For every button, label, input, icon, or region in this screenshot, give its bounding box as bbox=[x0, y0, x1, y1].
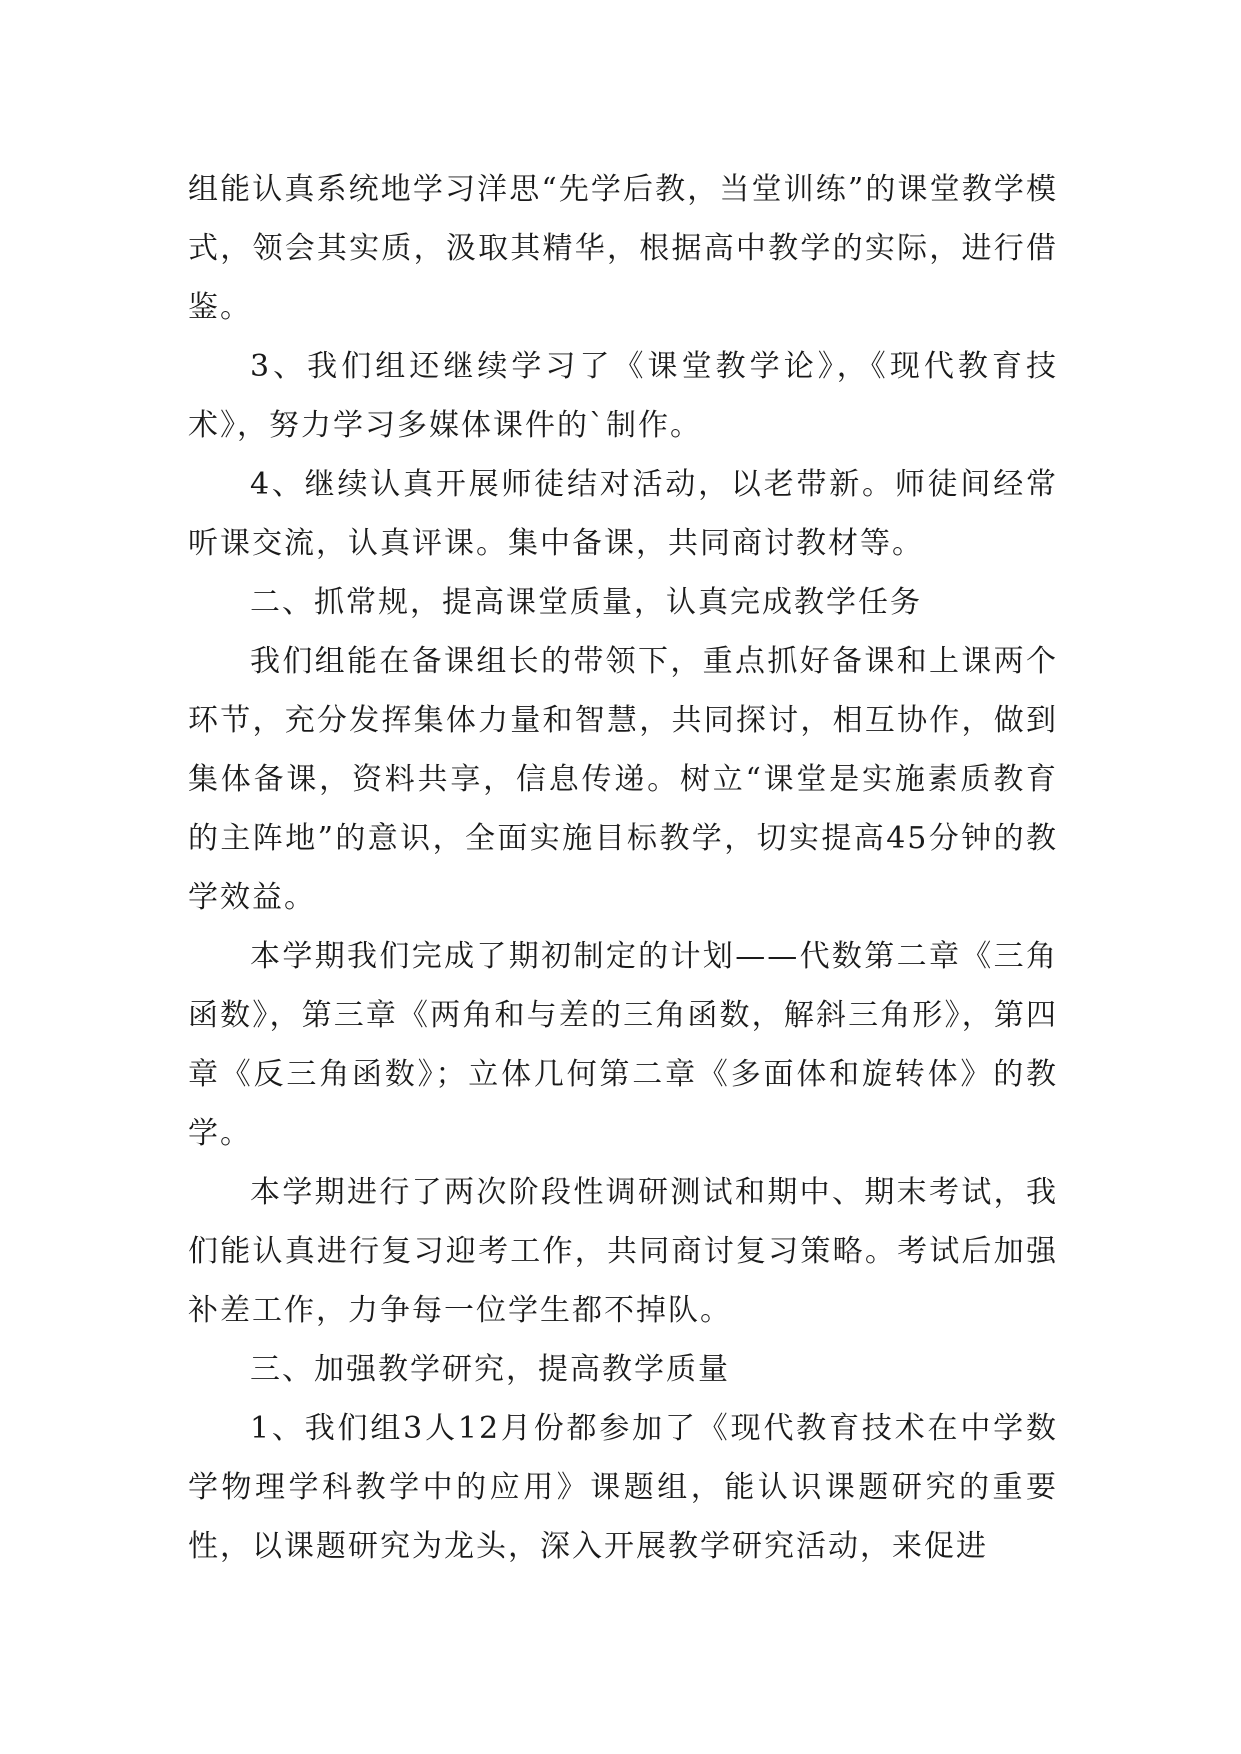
document-body bbox=[188, 160, 1058, 1576]
section-heading-2: 二、抓常规，提高课堂质量，认真完成教学任务 bbox=[250, 585, 922, 620]
paragraph-7: 1、我们组3人12月份都参加了《现代教育技术在中学数学物理学科教学中的应用》课题组，能认识课题研究的重要性，以课题研究为龙头，深入开展教学研究活动，来促进 bbox=[188, 1411, 1058, 1564]
paragraph-5: 本学期我们完成了期初制定的计划——代数第二章《三角函数》，第三章《两角和与差的三角函数，解斜三角形》，第四章《反三角函数》；立体几何第二章《多面体和旋转体》的教学。 bbox=[188, 939, 1058, 1151]
paragraph-2: 3、我们组还继续学习了《课堂教学论》，《现代教育技术》，努力学习多媒体课件的`制作。 bbox=[188, 349, 1058, 443]
paragraph-3: 4、继续认真开展师徒结对活动，以老带新。师徒间经常听课交流，认真评课。集中备课，共同商讨教材等。 bbox=[188, 467, 1058, 561]
paragraph-6: 本学期进行了两次阶段性调研测试和期中、期末考试，我们能认真进行复习迎考工作，共同商讨复习策略。考试后加强补差工作，力争每一位学生都不掉队。 bbox=[188, 1175, 1058, 1328]
paragraph-1: 组能认真系统地学习洋思“先学后教，当堂训练”的课堂教学模式，领会其实质，汲取其精华，根据高中教学的实际，进行借鉴。 bbox=[188, 172, 1058, 325]
paragraph-4: 我们组能在备课组长的带领下，重点抓好备课和上课两个环节，充分发挥集体力量和智慧，共同探讨，相互协作，做到集体备课，资料共享，信息传递。树立“课堂是实施素质教育的主阵地”的意识，全面实施目标教学，切实提高45分钟的教学效益。 bbox=[188, 644, 1058, 915]
section-heading-3: 三、加强教学研究，提高教学质量 bbox=[250, 1352, 730, 1387]
